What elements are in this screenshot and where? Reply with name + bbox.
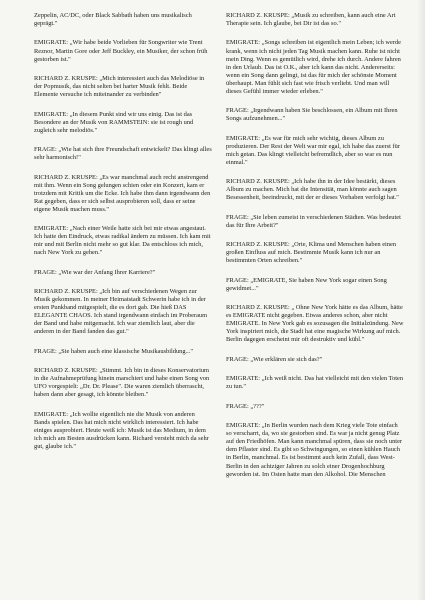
interview-paragraph: EMIGRATE: „In Berlin wurden nach dem Krieg viele Tote einfach so verscharrt, da, wo sie gestorben sind. Es war ja nicht genug Platz auf den Friedhöfen. Man kann manchmal spüren, dass sie noch unter dem Pflaster sind. Es gibt so Schwingungen, so einen kühlen Hauch in Berlin, manchmal. Es ist bestimmt auch kein Zufall, dass West-Berlin in den achtziger Jahren zu solch einer Drogenhochburg geworden ist. Im Osten hatte man den Alkohol. Die Menschen — [226, 422, 403, 478]
interview-paragraph: EMIGRATE: „Nach einer Weile hatte sich bei mir etwas angestaut. Ich hatte den Eindruck, etwas radikal ändern zu müssen. Ich kam mit mir und mit Berlin nicht mehr so gut klar. Da entschloss ich mich, nach New York zu gehen." — [34, 225, 211, 257]
interview-paragraph: Zeppelin, AC/DC, oder Black Sabbath haben uns musikalisch geprägt." — [34, 12, 192, 28]
interview-paragraph: FRAGE: „Wie erklären sie sich das?" — [226, 355, 323, 363]
interview-paragraph: FRAGE: „Irgendwann haben Sie beschlossen, ein Album mit Ihren Songs aufzunehmen..." — [226, 107, 398, 123]
interview-paragraph: FRAGE: „Wie war der Anfang Ihrer Karriere?" — [34, 268, 156, 276]
interview-paragraph: RICHARD Z. KRUSPE: „Es war manchmal auch recht anstrengend mit ihm. Wenn ein Song gelungen schien oder ein Konzert, kam er trotzdem mit Kritik um die Ecke. Ich habe ihm dann irgendwann den Rat gegeben, dass er sich selbst ausprobieren soll, dass er seine eigene Musik machen muss." — [34, 173, 211, 213]
right-column — [226, 12, 404, 490]
interview-paragraph: RICHARD Z. KRUSPE: „Mich interessiert auch das Melodiöse in der Popmusik, das nicht selten bei harter Musik fehlt. Beide Elemente versuche ich miteinander zu verbinden" — [34, 75, 205, 99]
interview-paragraph: RICHARD Z. KRUSPE: „Stimmt. Ich bin in dieses Konservatorium in die Aufnahmeprüfung hinein marschiert und habe einen Song von UFO vorgespielt: „Dr. Dr. Please". Die waren ziemlich überrascht, haben dann aber gesagt, ich könnte bleiben." — [34, 367, 210, 399]
left-column — [34, 12, 212, 463]
interview-paragraph: RICHARD Z. KRUSPE: „Musik zu schreiben, kann auch eine Art Therapie sein. Ich glaube, bei Dir ist das so." — [226, 12, 396, 28]
interview-paragraph: FRAGE: „Sie leben zumeist in verschiedenen Städten. Was bedeutet das für Ihre Arbeit?" — [226, 213, 401, 229]
interview-paragraph: EMIGRATE: „Es war für mich sehr wichtig, dieses Album zu produzieren. Der Rest der Welt war mir egal, ich habe das zuerst für mich getan. Das klingt vielleicht befremdlich, aber so war es nun einmal." — [226, 134, 400, 166]
interview-paragraph: RICHARD Z. KRUSPE: „ Ohne New York hätte es das Album, hätte es EMIGRATE nicht gegeben. Etwas anderes schon, aber nicht EMIGRATE. In New York gab es sozusagen die Initialzündung. New York inspiriert mich, die Stadt hat eine magische Wirkung auf mich. Berlin dagegen erscheint mir oft destruktiv und kühl." — [226, 304, 404, 344]
interview-paragraph: FRAGE: „Wie hat sich ihre Freundschaft entwickelt? Das klingt alles sehr harmonisch!" — [34, 146, 212, 162]
interview-paragraph: FRAGE: „Sie haben auch eine klassische Musikausbildung..." — [34, 347, 193, 355]
interview-paragraph: EMIGRATE: „Songs schreiben ist eigentlich mein Leben; ich werde krank, wenn ich nicht jeden Tag Musik machen kann. Ruhe ist nicht mein Ding. Wenn es gemütlich wird, drehe ich durch. Andere fahren in den Urlaub. Das ist O.K., aber ich kann das nicht. Andererseits: wenn ein Song dann gelingt, ist das für mich der schönste Moment überhaupt. Man fühlt sich fast wie frisch verliebt. Und man will dieses Gefühl immer wieder erleben." — [226, 39, 401, 95]
interview-paragraph: EMIGRATE: „Ich weiß nicht. Das hat vielleicht mit den vielen Toten zu tun." — [226, 375, 404, 391]
interview-paragraph: EMIGRATE: „Ich wollte eigentlich nie die Musik von anderen Bands spielen. Das hat mich nicht wirklich interessiert. Ich habe einiges ausprobiert. Heute weiß ich: Musik ist das Medium, in dem ich mich am Besten ausdrücken kann. Richard versteht mich da sehr gut, glaube ich." — [34, 410, 209, 451]
interview-paragraph: FRAGE: „???" — [226, 402, 265, 410]
interview-paragraph: RICHARD Z. KRUSPE: „Ich bin auf verschiedenen Wegen zur Musik gekommen. In meiner Heimatstadt Schwerin habe ich in der ersten Punkband mitgespielt, die es dort gab. Die hieß DAS ELEGANTE CHAOS. Ich stand irgendwann einfach im Proberaum der Band und habe mitgemacht. Ich war ziemlich laut, aber die anderen in der Band fanden das gut." — [34, 288, 208, 336]
interview-paragraph: RICHARD Z. KRUSPE: „Orte, Klima und Menschen haben einen großen Einfluss auf mich. Bestimmte Musik kann ich nur an bestimmten Orten schreiben." — [226, 241, 397, 265]
interview-paragraph: EMIGRATE: „In diesem Punkt sind wir uns einig. Das ist das Besondere an der Musik von RAMMSTEIN: sie ist rough und zugleich sehr melodiös." — [34, 110, 194, 134]
interview-paragraph: RICHARD Z. KRUSPE: „Ich habe ihn in der Idee bestärkt, dieses Album zu machen. Mich hat die Intensität, man könnte auch sagen Besessenheit, beeindruckt, mit der er dieses Vorhaben verfolgt hat." — [226, 178, 399, 202]
interview-paragraph: EMIGRATE: „Wir habe beide Vorlieben für Songwriter wie Trent Reznor, Martin Gore oder Jeff Buckley, ein Musiker, der schon früh gestorben ist." — [34, 39, 208, 63]
interview-paragraph: FRAGE: „EMIGRATE, Sie haben New York sogar einen Song gewidmet..." — [226, 276, 387, 292]
page-edge-shadow — [417, 0, 425, 600]
